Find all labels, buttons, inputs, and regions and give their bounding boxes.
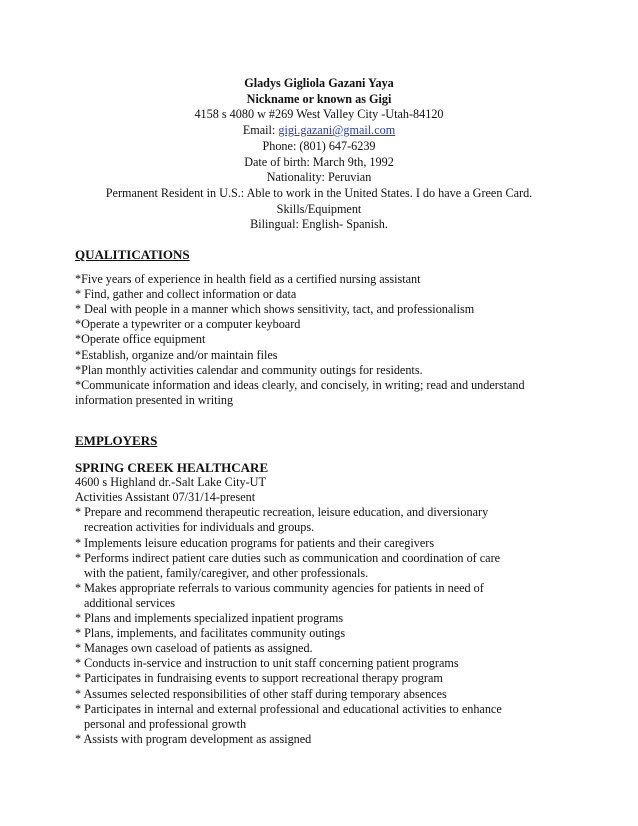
employers-section: [75, 433, 575, 747]
qualification-item: *Five years of experience in health field as a certified nursing assistant: [75, 272, 421, 287]
duty-item: recreation activities for individuals and groups.: [84, 520, 315, 535]
phone: Phone: (801) 647-6239: [262, 138, 376, 153]
residency-status: Permanent Resident in U.S.: Able to work in the United States. I do have a Green Card.: [105, 185, 533, 200]
job-position: Activities Assistant 07/31/14-present: [75, 490, 256, 505]
address: 4158 s 4080 w #269 West Valley City -Utah-84120: [194, 107, 444, 122]
skills-title: Skills/Equipment: [276, 201, 362, 216]
employers-heading: EMPLOYERS: [75, 433, 158, 448]
company-address: 4600 s Highland dr.-Salt Lake City-UT: [75, 475, 266, 490]
qualification-item: *Plan monthly activities calendar and community outings for residents.: [75, 362, 423, 377]
duty-item: * Performs indirect patient care duties such as communication and coordination of care: [75, 550, 501, 565]
qualification-item: *Operate office equipment: [75, 332, 206, 347]
qualification-item: *Communicate information and ideas clearly, and concisely, in writing; read and understand: [75, 377, 525, 392]
duty-item: additional services: [84, 595, 176, 610]
duty-item: * Implements leisure education programs for patients and their caregivers: [75, 535, 435, 550]
nickname: Nickname or known as Gigi: [246, 91, 392, 106]
email-label: Email:: [242, 123, 276, 138]
qualification-item: *Establish, organize and/or maintain files: [75, 347, 278, 362]
qualifications-heading: QUALITICATIONS: [75, 247, 190, 262]
duty-item: * Plans, implements, and facilitates community outings: [75, 626, 346, 641]
email-line: [0, 123, 638, 139]
bilingual: Bilingual: English- Spanish.: [250, 217, 388, 232]
duty-item: * Makes appropriate referrals to various community agencies for patients in need of: [75, 580, 484, 595]
duty-item: * Conducts in-service and instruction to unit staff concerning patient programs: [75, 656, 459, 671]
duty-item: * Plans and implements specialized inpatient programs: [75, 611, 344, 626]
qualification-item: * Find, gather and collect information or data: [75, 287, 297, 302]
duty-item: personal and professional growth: [84, 716, 247, 731]
duty-item: * Assists with program development as assigned: [75, 731, 312, 746]
nationality: Nationality: Peruvian: [266, 170, 372, 185]
qualification-item: *Operate a typewriter or a computer keyboard: [75, 317, 301, 332]
full-name: Gladys Gigliola Gazani Yaya: [244, 76, 394, 90]
qualifications-section: [75, 247, 575, 408]
duty-item: * Participates in fundraising events to support recreational therapy program: [75, 671, 443, 686]
date-of-birth: Date of birth: March 9th, 1992: [244, 154, 394, 169]
email-link[interactable]: gigi.gazani@gmail.com: [278, 123, 396, 138]
qualification-item: information presented in writing: [75, 392, 234, 407]
qualification-item: * Deal with people in a manner which shows sensitivity, tact, and professionalism: [75, 302, 475, 317]
duty-item: * Participates in internal and external professional and educational activities to enhance: [75, 701, 502, 716]
duty-item: * Manages own caseload of patients as assigned.: [75, 641, 313, 656]
duty-item: * Assumes selected responsibilities of other staff during temporary absences: [75, 686, 447, 701]
company-name: SPRING CREEK HEALTHCARE: [75, 460, 269, 476]
contact-header: [0, 76, 638, 233]
duty-item: * Prepare and recommend therapeutic recreation, leisure education, and diversionary: [75, 505, 489, 520]
duty-item: with the patient, family/caregiver, and other professionals.: [84, 565, 369, 580]
